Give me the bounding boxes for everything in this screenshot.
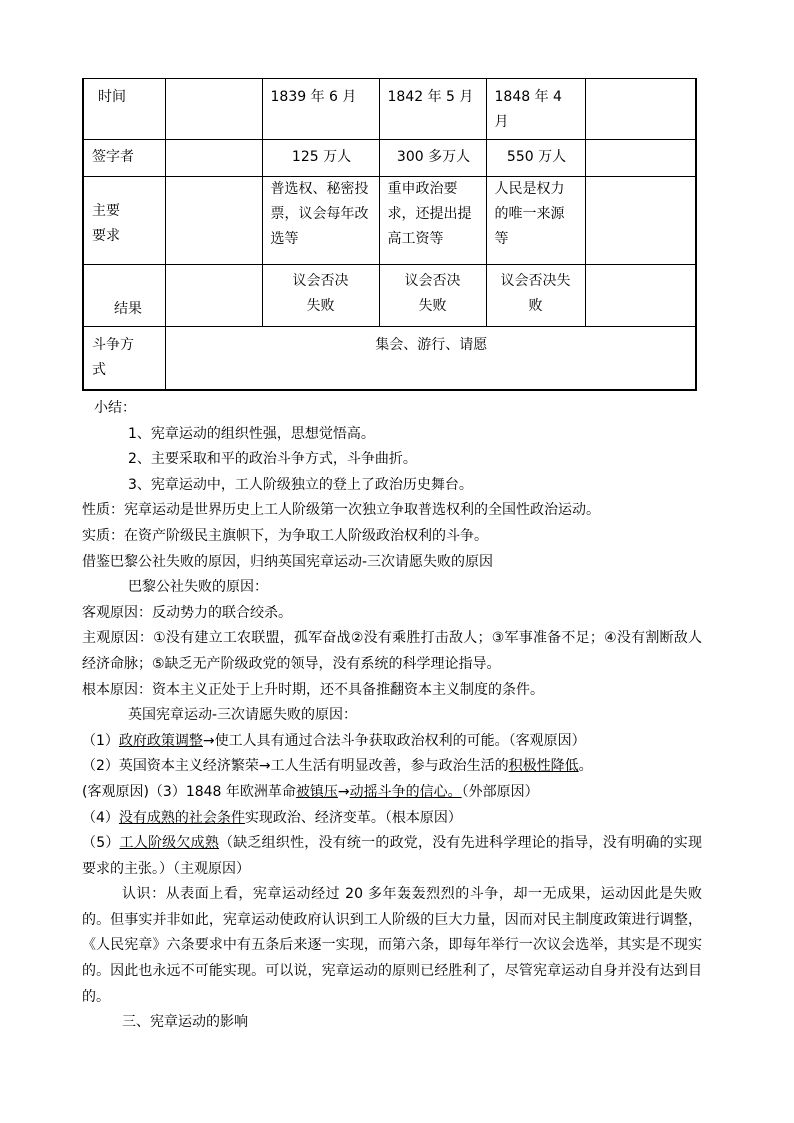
insight-paragraph: 认识：从表面上看，宪章运动经过 20 多年轰轰烈烈的斗争，却一无成果，运动因此是失败的。但事实并非如此，宪章运动使政府认识到工人阶级的巨大力量，因而对民主制度政策进行调整，《人民宪章》六条要求中有五条后来逐一实现，而第六条，即每年举行一次议会选举，其实是不现实的。因此也永远不可能实现。可以说，宪章运动的原则已经胜利了，尽管宪章运动自身并没有达到目的。 [82,886,702,1005]
paris-root: 根本原因：资本主义正处于上升时期，还不具备推翻资本主义制度的条件。 [82,681,544,698]
reason-5: （5）工人阶级欠成熟（缺乏组织性，没有统一的政党，没有先进科学理论的指导，没有明确的实现要求的主张。）（主观原因） [82,835,702,877]
nature-line: 性质：宪章运动是世界历史上工人阶级第一次独立争取普选权利的全国性政治运动。 [82,502,600,519]
table-row-result [83,265,696,327]
table-row-demands [83,177,696,265]
document-body [82,396,702,1036]
table-cell: 人民是权力的唯一来源等 [494,181,565,247]
reason-4: （4）没有成熟的社会条件实现政治、经济变革。（根本原因） [82,809,462,826]
petition-table [82,78,697,391]
row-label: 斗争方式 [92,337,134,378]
row-label: 时间 [98,89,126,105]
row-label: 签字者 [92,149,134,165]
summary-item: 2、主要采取和平的政治斗争方式，斗争曲折。 [128,451,417,468]
table-cell: 议会否决失败 [292,273,349,314]
row-label: 结果 [114,301,142,317]
summary-item: 1、宪章运动的组织性强，思想觉悟高。 [128,425,375,442]
table-cell: 125 万人 [291,149,352,165]
table-cell: 重申政治要求，还提出提高工资等 [387,181,472,247]
summary-heading: 小结： [94,400,136,416]
paris-objective: 客观原因：反动势力的联合绞杀。 [82,604,292,621]
table-cell: 1842 年 5 月 [387,89,474,105]
table-cell: 议会否决失败 [500,273,571,314]
paris-subjective: 主观原因：①没有建立工农联盟，孤军奋战②没有乘胜打击敌人；③军事准备不足；④没有割断敌人经济命脉；⑤缺乏无产阶级政党的领导，没有系统的科学理论指导。 [82,630,702,672]
borrow-line: 借鉴巴黎公社失败的原因，归纳英国宪章运动-三次请愿失败的原因 [82,553,494,570]
table-cell: 普选权、秘密投票，议会每年改选等 [270,181,369,247]
chartist-heading: 英国宪章运动-三次请愿失败的原因： [128,707,358,724]
table-cell: 1848 年 4 月 [494,89,562,130]
table-cell: 300 多万人 [396,149,471,165]
paris-heading: 巴黎公社失败的原因： [128,579,268,596]
reason-3: (客观原因)（3）1848 年欧洲革命被镇压→动摇斗争的信心。（外部原因） [82,783,539,800]
table-row-struggle [83,327,696,391]
reason-2: （2）英国资本主义经济繁荣→工人生活有明显改善，参与政治生活的积极性降低。 [82,758,593,775]
table-cell-merged: 集会、游行、请愿 [375,337,488,353]
summary-item: 3、宪章运动中，工人阶级独立的登上了政治历史舞台。 [128,476,473,493]
table-cell: 1839 年 6 月 [270,89,357,105]
essence-line: 实质：在资产阶级民主旗帜下，为争取工人阶级政治权利的斗争。 [82,527,488,544]
row-label: 主要要求 [92,203,120,244]
table-cell: 议会否决失败 [404,273,461,314]
table-row-time [83,79,696,140]
section-heading: 三、宪章运动的影响 [122,1014,248,1031]
table-cell: 550 万人 [506,149,567,165]
table-row-signers [83,140,696,177]
reason-1: （1）政府政策调整→使工人具有通过合法斗争获取政治权利的可能。（客观原因） [82,732,586,749]
